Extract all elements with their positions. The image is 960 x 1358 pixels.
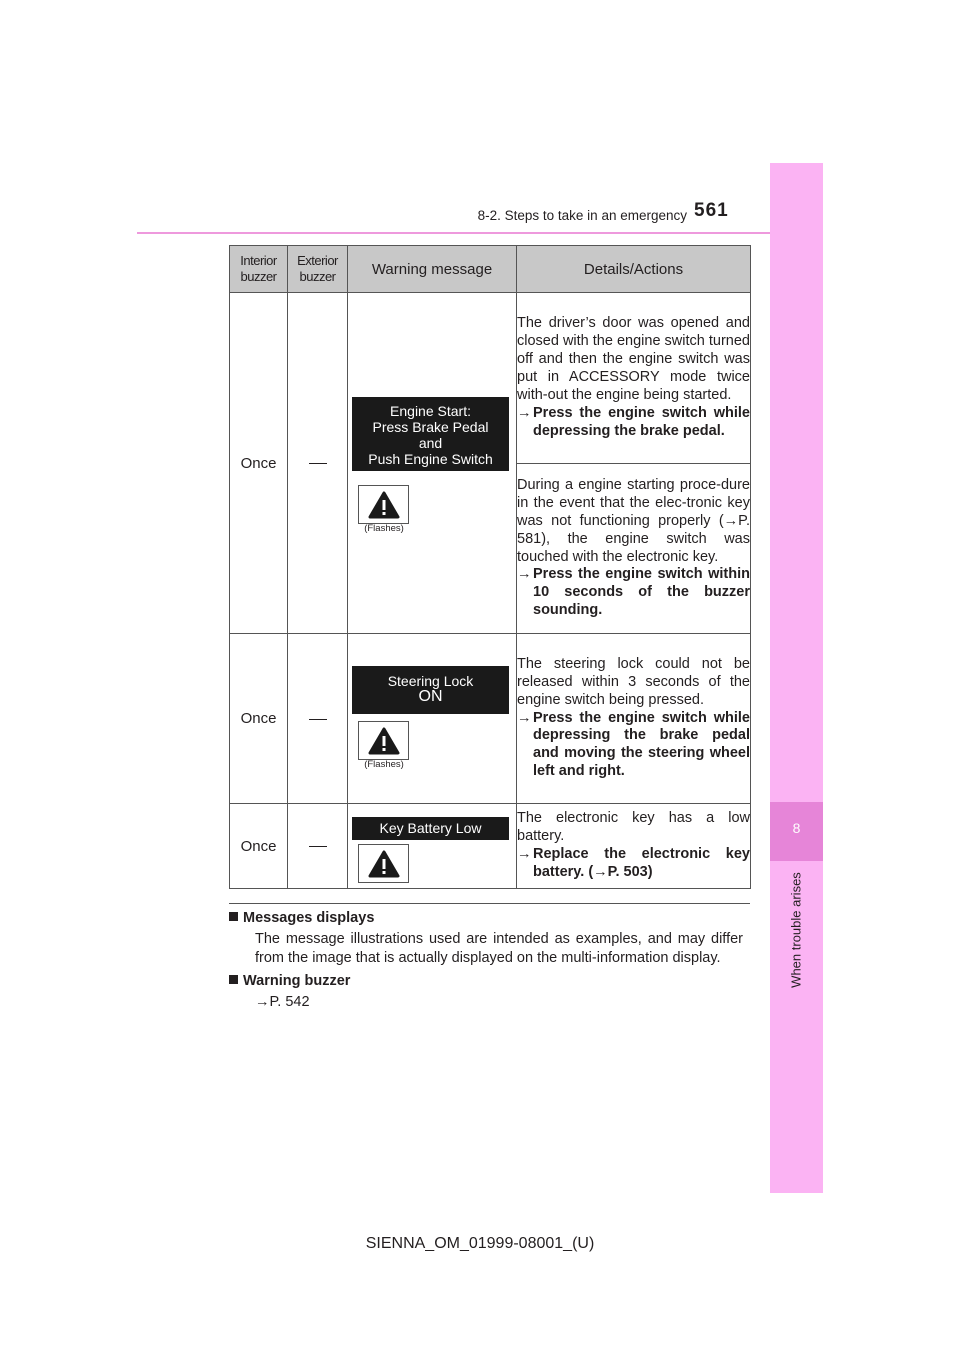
exterior-buzzer-cell xyxy=(288,804,348,889)
dash xyxy=(309,846,327,847)
flashes-label: (Flashes) xyxy=(364,759,404,770)
interior-buzzer-cell: Once xyxy=(230,804,288,889)
section-title: 8-2. Steps to take in an emergency xyxy=(477,208,687,223)
action xyxy=(517,846,750,882)
column-header-interior: Interior buzzer xyxy=(230,246,288,293)
column-header-message: Warning message xyxy=(348,246,517,293)
table-row xyxy=(230,634,751,804)
warning-light-box xyxy=(358,721,409,760)
bullet-square-icon xyxy=(229,912,238,921)
arrow-icon: → xyxy=(517,846,532,862)
details-text: During a engine starting proce-dure in the event that the elec-tronic key was not functioning properly (→P. 581), the engine switch was touched with the electronic key. xyxy=(517,476,750,565)
arrow-icon: → xyxy=(517,404,532,421)
dash xyxy=(309,719,327,720)
warning-triangle-icon xyxy=(368,850,400,878)
engine-start-message-display xyxy=(352,397,509,471)
table-header-row xyxy=(230,246,751,293)
exterior-buzzer-cell xyxy=(288,293,348,634)
details-cell xyxy=(517,293,751,464)
page-number: 561 xyxy=(694,200,729,221)
chapter-title: When trouble arises xyxy=(788,872,804,988)
warning-message-cell xyxy=(348,293,517,634)
warning-light-box xyxy=(358,485,409,524)
note-heading xyxy=(229,910,374,926)
details-text: The electronic key has a low battery. xyxy=(517,810,750,845)
interior-buzzer-cell: Once xyxy=(230,634,288,804)
message-line: Key Battery Low xyxy=(379,820,482,836)
message-line: ON xyxy=(418,688,443,705)
message-line: Steering Lock xyxy=(387,673,474,689)
interior-buzzer-cell: Once xyxy=(230,293,288,634)
exterior-buzzer-cell xyxy=(288,634,348,804)
bullet-square-icon xyxy=(229,975,238,984)
message-line: Engine Start: xyxy=(390,403,471,419)
note-heading xyxy=(229,973,350,989)
action xyxy=(517,710,750,782)
action-text: Press the engine switch within 10 seconds of the buzzer sounding. xyxy=(533,566,750,619)
column-header-exterior: Exterior buzzer xyxy=(288,246,348,293)
chapter-number: 8 xyxy=(792,820,801,836)
key-battery-low-message-display xyxy=(352,817,509,840)
note-heading-text: Messages displays xyxy=(243,910,375,926)
message-line: Push Engine Switch xyxy=(368,451,493,467)
details-cell xyxy=(517,634,751,804)
warning-message-cell xyxy=(348,634,517,804)
note-body: The message illustrations used are intended as examples, and may differ from the image that is actually displayed on the multi-information display. xyxy=(255,931,743,966)
warning-light-box xyxy=(358,844,409,883)
table-row xyxy=(230,293,751,464)
details-text: The driver’s door was opened and closed with the engine switch turned off and then the engine switch was put in ACCESSORY mode twice with-out the engine being started. xyxy=(517,315,750,403)
details-text: The steering lock could not be released within 3 seconds of the engine switch being pressed. xyxy=(517,655,750,708)
action-text: Replace the electronic key battery. (→P. 503) xyxy=(533,846,750,880)
flashes-label: (Flashes) xyxy=(364,523,404,534)
action xyxy=(517,405,750,441)
arrow-icon: → xyxy=(517,566,532,583)
warning-triangle-icon xyxy=(368,727,400,755)
details-cell xyxy=(517,464,751,634)
table-row xyxy=(230,804,751,889)
warning-message-cell xyxy=(348,804,517,889)
header-rule xyxy=(137,232,823,234)
dash xyxy=(309,463,327,464)
document-code: SIENNA_OM_01999-08001_(U) xyxy=(365,1235,595,1252)
warning-message-table xyxy=(229,245,751,889)
column-header-details: Details/Actions xyxy=(517,246,751,293)
details-cell xyxy=(517,804,751,889)
steering-lock-message-display xyxy=(352,666,509,714)
message-line: and xyxy=(418,435,443,451)
notes-rule xyxy=(229,903,750,904)
chapter-tab xyxy=(770,163,823,1193)
action-text: Press the engine switch while depressing the brake pedal. xyxy=(533,404,750,439)
note-body: →P. 542 xyxy=(255,994,310,1010)
note-heading-text: Warning buzzer xyxy=(243,973,351,989)
message-line: Press Brake Pedal xyxy=(372,419,489,435)
action xyxy=(517,566,750,620)
action-text: Press the engine switch while depressing the brake pedal and moving the steering wheel left and right. xyxy=(533,709,750,780)
arrow-icon: → xyxy=(517,709,532,726)
warning-triangle-icon xyxy=(368,491,400,519)
